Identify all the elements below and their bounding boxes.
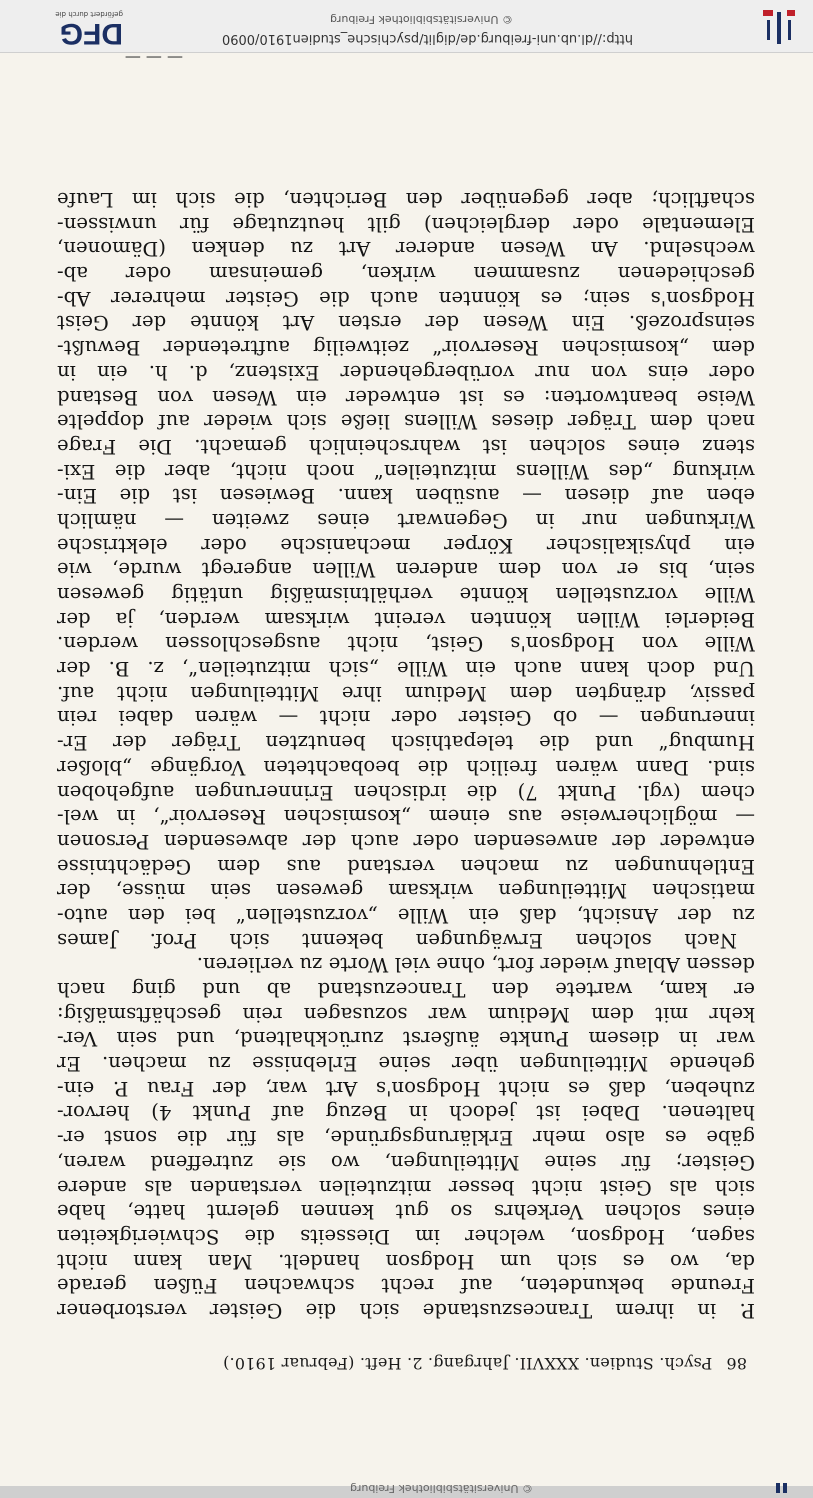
text-line: wechselnd. An Wesen anderer Art zu denken (Dämonen, [57,237,755,261]
text-line: Und doch kann auch ein Wille „sich mitzuteilen“, z. B. der [57,657,755,681]
text-line: nach dem Träger dieses Willens ließe sich wieder auf doppelte [57,410,755,434]
text-line: wirkung „des Willens mitzuteilen“ noch nicht, aber die Exi- [57,459,755,483]
catchword: — — — [124,49,183,68]
text-line: zu der Ansicht, daß ein Wille „vorzustellen“ bei den auto- [57,904,755,927]
dfg-funding-note: gefördert durch die [55,10,123,18]
text-line: Humbug“ und die telepathisch benutzten Träger der Er- [57,731,755,755]
text-line: Elementale oder dergleichen) gilt heutzutage für unwissen- [57,212,755,236]
text-line: gehende Mitteilungen über seine Erlebnisse zu machen. Er [57,1052,755,1076]
text-line: kehr mit dem Medium war sozusagen rein geschäftsmäßig: [57,1002,755,1026]
text-line: entweder der anwesenden oder auch der abwesenden Personen [57,829,755,853]
text-line: seinsprozeß. Ein Wesen der ersten Art könnte der Geist [57,311,755,335]
text-line: Weise beantworten: es ist entweder ein Wesen von Bestand [57,385,755,409]
text-line: da, wo es sich um Hodgson handelt. Man kann nicht [57,1249,755,1273]
viewer-bottom-bar [0,1482,813,1498]
text-line: dem „kosmischen Reservoir“ zeitweilig auftretender Bewußt- [57,336,755,360]
text-line: matischen Mitteilungen wirksam gewesen sein müsse, der [57,879,755,903]
text-line: Hodgson's sein; es könnten auch die Geister mehrerer Ab- [57,286,755,310]
text-line: sagen, Hodgson, welcher im Diesseits die Schwierigkeiten [57,1224,755,1248]
text-line: chem (vgl. Punkt 7) die irdischen Erinnerungen aufgehoben [57,780,755,804]
copyright-credit: © Universitätsbibliothek Freiburg [330,13,513,26]
page-number: 86 [726,1354,747,1373]
text-line: zuheben, daß es nicht Hodgson's Art war, der Frau P. ein- [57,1076,755,1100]
text-line: ein physikalischer Körper mechanische oder elektrische [57,533,755,557]
text-line: Freunde bekundeten, auf recht schwachen Füßen gerade [57,1274,755,1298]
bottom-library-icon [771,1488,791,1498]
running-header [57,1354,747,1373]
text-line: sein, bis er von dem anderen Willen angeregt wurde, wie [57,558,755,582]
text-line: passiv, drängten dem Medium ihre Mitteilungen nicht auf. [57,681,755,705]
text-line: geschiedenen zusammen wirken, gemeinsam oder ab- [57,262,755,286]
text-line: — möglicherweise aus einem „kosmischen Reservoir“, in wel- [57,805,755,829]
text-line: oder eins von nur vorübergehender Existenz, d. h. ein in [57,360,755,384]
text-line: schaftlich; aber gegenüber den Berichten, die sich im Laufe [57,188,755,212]
library-logo [753,6,803,46]
text-line: Entlehnungen zu machen verstand aus dem Gedächtnisse [57,854,755,878]
text-line: Beiderlei Willen könnten vereint wirksam werden, ja der [57,607,755,631]
text-line: war in diesem Punkte äußerst zurückhaltend, und sein Ver- [57,1027,755,1051]
text-line: Wille vorzustellen könnte verhältnismäßig untätig gewesen [57,583,755,607]
text-line: sind. Dann wären freilich die beobachteten Vorgänge „bloßer [57,755,755,779]
journal-citation: Psych. Studien. XXXVII. Jahrgang. 2. Heft. (Februar 1910.) [222,1354,713,1373]
text-line: dessen Ablauf wieder fort, ohne viel Worte zu verlieren. [196,953,755,977]
text-line: Wille von Hodgson's Geist, nicht ausgeschlossen werden. [57,632,755,656]
text-line: haltenen. Dabei ist jedoch in Bezug auf Punkt 4) hervor- [57,1101,755,1125]
viewer-toolbar [0,0,813,53]
dfg-logo [13,8,123,48]
text-line: er kam, wartete den Trancezustand ab und ging nach [57,978,755,1002]
text-line: Geister; für seine Mitteilungen, wo sie zutreffend waren, [57,1150,755,1174]
text-line: gäbe es also mehr Erklärungsgründe, als für die sonst er- [57,1126,755,1150]
text-line: stenz eines solchen ist wahrscheinlich gemacht. Die Frage [57,434,755,458]
bottom-copyright-credit: © Universitätsbibliothek Freiburg [350,1482,533,1495]
text-line: eben auf diesen — ausüben kann. Bewiesen ist die Ein- [57,484,755,508]
text-line: sich als Geist nicht besser mitzuteilen verstanden als andere [57,1175,755,1199]
text-line: Nach solchen Erwägungen bekennt sich Prof. James [57,928,737,952]
permalink-url[interactable]: http://dl.ub.uni-freiburg.de/diglit/psychische_studien1910/0090 [221,31,633,46]
dfg-mark: DFG [59,17,123,50]
text-line: Wirkungen nur in Gegenwart eines zweiten — nämlich [57,509,755,532]
text-line: P. in ihrem Tranceszustande sich die Geister verstorbener [57,1299,755,1322]
body-text [57,186,755,1322]
text-line: innerungen — ob Geister oder nicht — wären dabei rein [57,706,755,730]
text-line: eines solchen Verkehrs so gut kennen gelernt hatte, habe [57,1200,755,1224]
